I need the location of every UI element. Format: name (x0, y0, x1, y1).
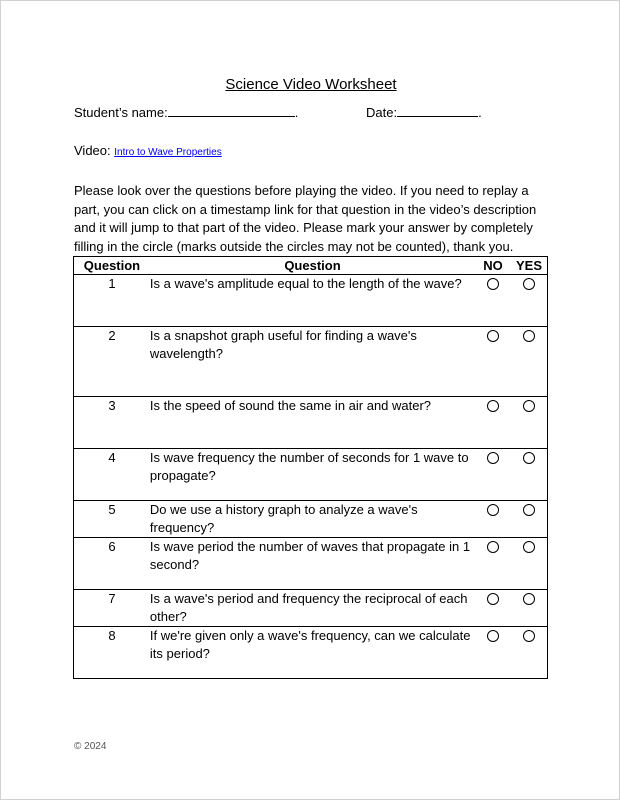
question-number: 5 (74, 501, 150, 538)
yes-answer-circle[interactable] (523, 400, 535, 412)
question-number: 4 (74, 449, 150, 501)
no-answer-circle[interactable] (487, 593, 499, 605)
header-yes: YES (511, 257, 548, 275)
header-no: NO (475, 257, 511, 275)
question-text: Is a wave's amplitude equal to the length of the wave? (150, 275, 475, 327)
table-row (74, 538, 548, 590)
student-name-label: Student’s name: (74, 105, 168, 120)
table-row (74, 327, 548, 397)
student-name-field[interactable] (168, 104, 295, 117)
header-question: Question (150, 257, 475, 275)
table-row (74, 275, 548, 327)
no-answer-circle[interactable] (487, 330, 499, 342)
question-number: 2 (74, 327, 150, 397)
table-row (74, 590, 548, 627)
question-text: Do we use a history graph to analyze a wave's frequency? (150, 501, 475, 538)
table-row (74, 501, 548, 538)
header-number: Question (74, 257, 150, 275)
question-text: Is the speed of sound the same in air and water? (150, 397, 475, 449)
yes-answer-circle[interactable] (523, 452, 535, 464)
question-text: Is wave frequency the number of seconds for 1 wave to propagate? (150, 449, 475, 501)
date-line (366, 104, 482, 120)
yes-answer-circle[interactable] (523, 330, 535, 342)
yes-answer-circle[interactable] (523, 630, 535, 642)
question-text: If we're given only a wave's frequency, can we calculate its period? (150, 627, 475, 679)
no-answer-circle[interactable] (487, 504, 499, 516)
video-link[interactable]: Intro to Wave Properties (114, 147, 222, 158)
question-number: 8 (74, 627, 150, 679)
question-number: 6 (74, 538, 150, 590)
no-answer-circle[interactable] (487, 452, 499, 464)
copyright-footer: © 2024 (74, 741, 107, 752)
date-period: . (478, 105, 482, 120)
question-text: Is wave period the number of waves that propagate in 1 second? (150, 538, 475, 590)
date-label: Date: (366, 105, 398, 120)
question-number: 1 (74, 275, 150, 327)
yes-answer-circle[interactable] (523, 278, 535, 290)
student-name-period: . (294, 105, 299, 120)
table-header-row (74, 257, 548, 275)
date-field[interactable] (397, 104, 478, 117)
question-text: Is a snapshot graph useful for finding a wave's wavelength? (150, 327, 475, 397)
no-answer-circle[interactable] (487, 630, 499, 642)
no-answer-circle[interactable] (487, 400, 499, 412)
video-line (74, 143, 222, 158)
student-name-line (74, 104, 298, 120)
no-answer-circle[interactable] (487, 278, 499, 290)
table-row (74, 397, 548, 449)
question-number: 3 (74, 397, 150, 449)
question-table (73, 256, 548, 679)
instructions: Please look over the questions before playing the video. If you need to replay a part, you can click on a timestamp link for that question in the video’s description and it will jump to that part of the video. Please mark your answer by completely filling in the circle (marks outside the circles may not be counted), thank you. (74, 183, 537, 254)
table-row (74, 627, 548, 679)
no-answer-circle[interactable] (487, 541, 499, 553)
table-row (74, 449, 548, 501)
yes-answer-circle[interactable] (523, 541, 535, 553)
question-number: 7 (74, 590, 150, 627)
question-text: Is a wave's period and frequency the reciprocal of each other? (150, 590, 475, 627)
yes-answer-circle[interactable] (523, 504, 535, 516)
page-title: Science Video Worksheet (225, 76, 397, 93)
video-label: Video: (74, 143, 111, 158)
yes-answer-circle[interactable] (523, 593, 535, 605)
